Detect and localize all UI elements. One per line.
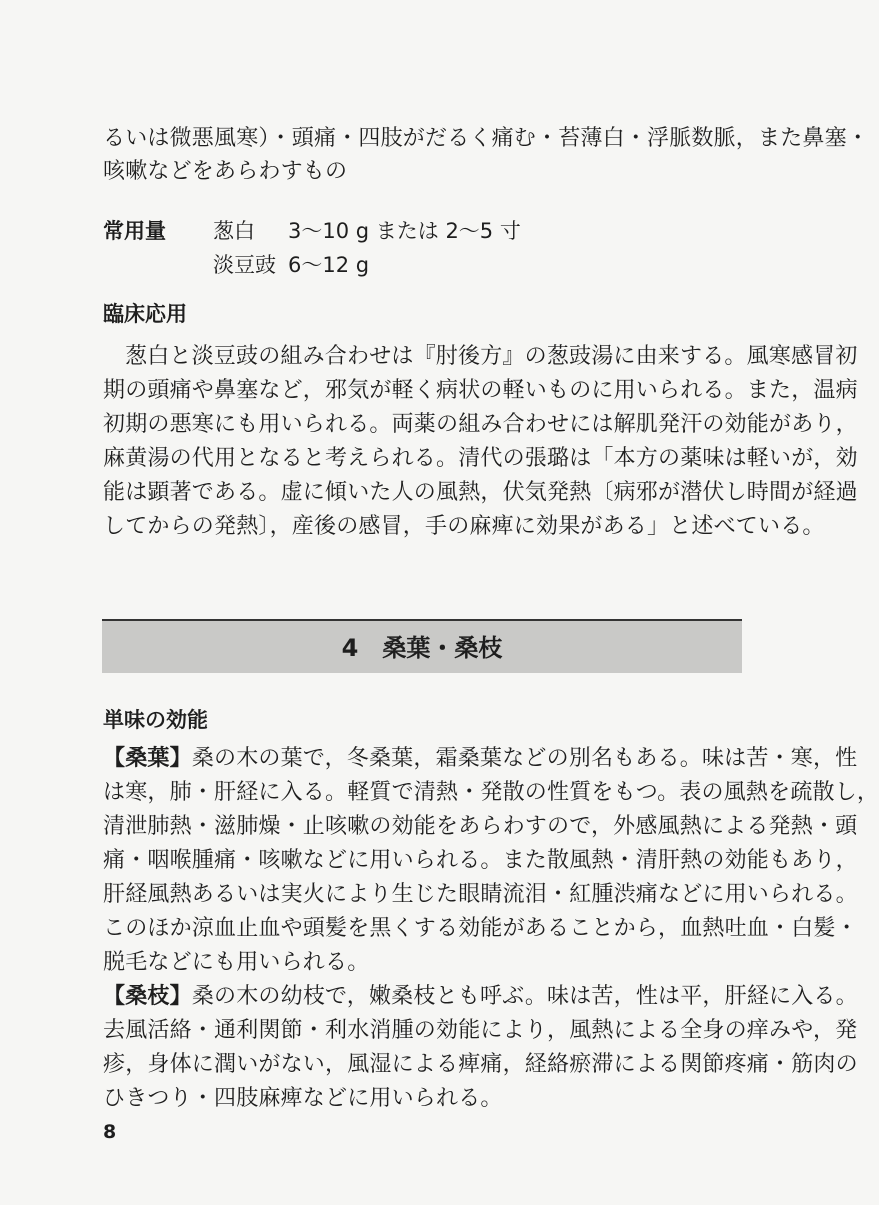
page-number: 8 [103, 1121, 117, 1143]
intro-line: 咳嗽などをあらわすもの [103, 159, 348, 184]
dosage-herb: 葱白 [213, 219, 255, 243]
clinical-line: 期の頭痛や鼻塞など，邪気が軽く病状の軽いものに用いられる。また，温病 [103, 378, 858, 403]
sangye-line: 脱毛などにも用いられる。 [103, 950, 370, 975]
clinical-line: 麻黄湯の代用となると考えられる。清代の張璐は「本方の薬味は軽いが，効 [103, 446, 858, 471]
sangye-line: 肝経風熱あるいは実火により生じた眼睛流泪・紅腫渋痛などに用いられる。 [103, 882, 858, 907]
sangye-text: 桑の木の葉で，冬桑葉，霜桑葉などの別名もある。味は苦・寒，性 [191, 746, 858, 771]
sangzhi-line: 疹，身体に潤いがない，風湿による痺痛，経絡瘀滞による関節疼痛・筋肉の [103, 1052, 858, 1077]
dosage-herb: 淡豆豉 [213, 253, 276, 277]
dosage-amount: 3〜10 g または 2〜5 寸 [288, 219, 521, 243]
clinical-heading: 臨床応用 [103, 302, 187, 326]
sangzhi-text: 桑の木の幼枝で，嫩桑枝とも呼ぶ。味は苦，性は平，肝経に入る。 [191, 984, 858, 1009]
sangye-line: は寒，肺・肝経に入る。軽質で清熱・発散の性質をもつ。表の風熱を疏散し， [103, 780, 879, 805]
single-effects-heading: 単味の効能 [103, 708, 208, 732]
section-title: 4 桑葉・桑枝 [341, 634, 503, 662]
sangzhi-label: 【桑枝】 [103, 984, 192, 1009]
dosage-label: 常用量 [103, 219, 166, 243]
clinical-line: 葱白と淡豆豉の組み合わせは『肘後方』の葱豉湯に由来する。風寒感冒初 [125, 344, 858, 369]
sangye-line: 痛・咽喉腫痛・咳嗽などに用いられる。また散風熱・清肝熱の効能もあり， [103, 848, 858, 873]
sangye-label: 【桑葉】 [103, 746, 192, 771]
clinical-line: してからの発熱〕，産後の感冒，手の麻痺に効果がある」と述べている。 [103, 514, 825, 539]
intro-line: るいは微悪風寒）・頭痛・四肢がだるく痛む・苔薄白・浮脈数脈，また鼻塞・ [103, 126, 870, 151]
clinical-line: 初期の悪寒にも用いられる。両薬の組み合わせには解肌発汗の効能があり， [103, 412, 858, 437]
sangzhi-line: 去風活絡・通利関節・利水消腫の効能により，風熱による全身の痒みや，発 [103, 1018, 858, 1043]
dosage-amount: 6〜12 g [288, 253, 370, 277]
clinical-line: 能は顕著である。虚に傾いた人の風熱，伏気発熱〔病邪が潜伏し時間が経過 [103, 480, 858, 505]
sangzhi-first-line [103, 982, 858, 1012]
sangye-line: 清泄肺熱・滋肺燥・止咳嗽の効能をあらわすので，外感風熱による発熱・頭 [103, 814, 858, 839]
sangye-first-line [103, 744, 857, 774]
sangzhi-line: ひきつり・四肢麻痺などに用いられる。 [103, 1086, 503, 1111]
sangye-line: このほか涼血止血や頭髪を黒くする効能があることから，血熱吐血・白髪・ [103, 916, 858, 941]
section-header [102, 619, 742, 673]
